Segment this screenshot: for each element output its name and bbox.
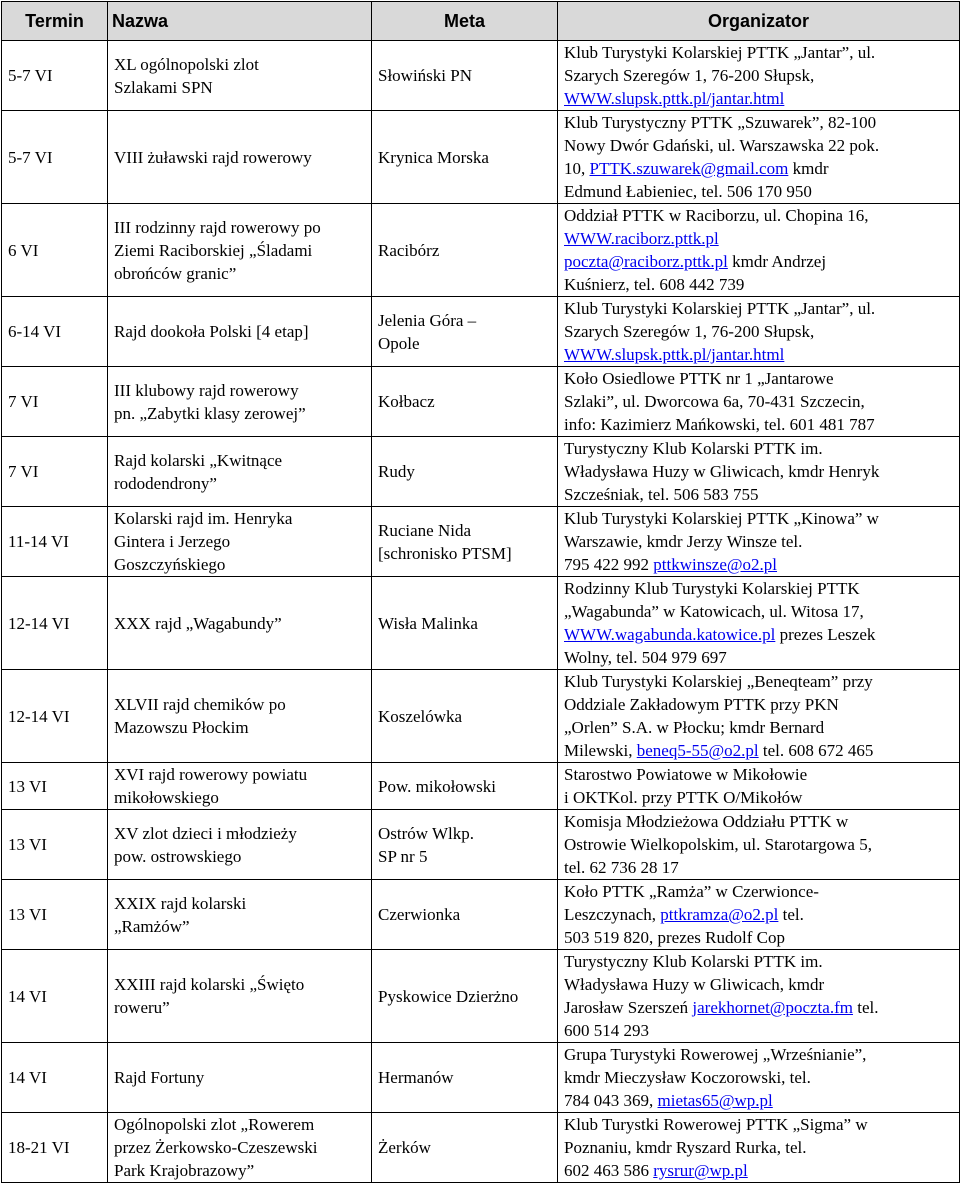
nazwa-line: Rajd kolarski „Kwitnące	[114, 450, 283, 470]
organizator-text: tel.	[852, 998, 879, 1017]
nazwa-cell	[108, 507, 372, 577]
termin-cell: 5-7 VI	[2, 111, 108, 204]
meta-cell	[372, 507, 558, 577]
organizator-line	[564, 1136, 953, 1159]
nazwa-line: Kolarski rajd im. Henryka	[114, 509, 293, 528]
meta-cell	[372, 670, 558, 763]
meta-cell	[372, 810, 558, 880]
organizator-text: „Orlen” S.A. w Płocku; kmdr Bernard	[564, 718, 825, 737]
organizator-line	[564, 1113, 953, 1136]
organizator-line	[564, 343, 953, 366]
organizator-line	[564, 134, 953, 157]
nazwa-line: III klubowy rajd rowerowy	[114, 380, 299, 400]
meta-cell	[372, 1113, 558, 1183]
contact-link[interactable]: pttkwinsze@o2.pl	[653, 555, 778, 574]
nazwa-cell	[108, 763, 372, 810]
organizator-line	[564, 880, 953, 903]
organizator-cell	[558, 437, 960, 507]
contact-link[interactable]: WWW.raciborz.pttk.pl	[564, 229, 719, 248]
organizator-line	[564, 530, 953, 553]
meta-line: Rudy	[378, 462, 415, 481]
nazwa-line: Ziemi Raciborskiej „Śladami	[114, 240, 313, 260]
nazwa-line: XLVII rajd chemików po	[114, 695, 286, 714]
meta-line: Pow. mikołowski	[378, 776, 496, 796]
nazwa-cell	[108, 111, 372, 204]
organizator-cell	[558, 810, 960, 880]
organizator-text: tel.	[778, 905, 804, 924]
organizator-line	[564, 157, 953, 180]
organizator-cell	[558, 950, 960, 1043]
nazwa-line: Rajd Fortuny	[114, 1068, 205, 1087]
events-table	[1, 1, 960, 1183]
organizator-text: Szarych Szeregów 1, 76-200 Słupsk,	[564, 66, 815, 85]
header-row	[2, 2, 960, 41]
nazwa-cell	[108, 950, 372, 1043]
meta-line: [schronisko PTSM]	[378, 543, 512, 563]
meta-cell	[372, 204, 558, 297]
table-row	[2, 1043, 960, 1113]
organizator-text: Władysława Huzy w Gliwicach, kmdr Henryk	[564, 462, 880, 481]
nazwa-cell	[108, 297, 372, 367]
nazwa-line: mikołowskiego	[114, 788, 219, 807]
table-row	[2, 507, 960, 577]
organizator-line	[564, 413, 953, 436]
nazwa-line: Gintera i Jerzego	[114, 532, 231, 551]
termin-cell: 7 VI	[2, 367, 108, 437]
header-meta: Meta	[372, 2, 558, 41]
organizator-line	[564, 996, 953, 1019]
contact-link[interactable]: PTTK.szuwarek@gmail.com	[589, 159, 789, 178]
nazwa-line: III rodzinny rajd rowerowy po	[114, 217, 321, 237]
organizator-text: Nowy Dwór Gdański, ul. Warszawska 22 pok.	[564, 136, 880, 155]
termin-cell: 6 VI	[2, 204, 108, 297]
nazwa-line: pow. ostrowskiego	[114, 846, 242, 866]
table-row	[2, 577, 960, 670]
organizator-text: kmdr	[788, 159, 829, 178]
meta-line: Kołbacz	[378, 392, 435, 411]
organizator-line	[564, 87, 953, 110]
meta-cell	[372, 297, 558, 367]
organizator-line	[564, 600, 953, 623]
nazwa-line: Rajd dookoła Polski [4 etap]	[114, 322, 309, 341]
organizator-cell	[558, 670, 960, 763]
organizator-text: Koło Osiedlowe PTTK nr 1 „Jantarowe	[564, 369, 834, 388]
organizator-line	[564, 646, 953, 669]
table-row	[2, 111, 960, 204]
contact-link[interactable]: WWW.slupsk.pttk.pl/jantar.html	[564, 89, 785, 108]
organizator-line	[564, 483, 953, 506]
contact-link[interactable]: jarekhornet@poczta.fm	[692, 998, 853, 1017]
nazwa-line: obrońców granic”	[114, 263, 237, 283]
organizator-text: 795 422 992	[564, 555, 654, 574]
organizator-cell	[558, 577, 960, 670]
meta-line: Hermanów	[378, 1068, 454, 1087]
organizator-cell	[558, 763, 960, 810]
organizator-line	[564, 1089, 953, 1112]
organizator-line	[564, 64, 953, 87]
nazwa-line: Mazowszu Płockim	[114, 718, 249, 737]
termin-cell: 5-7 VI	[2, 41, 108, 111]
organizator-text: 10,	[564, 159, 590, 178]
organizator-cell	[558, 111, 960, 204]
organizator-text: Milewski,	[564, 741, 637, 760]
organizator-line	[564, 1159, 953, 1182]
organizator-text: tel. 608 672 465	[758, 741, 874, 760]
header-organizator: Organizator	[558, 2, 960, 41]
organizator-line	[564, 693, 953, 716]
organizator-line	[564, 390, 953, 413]
organizator-text: tel. 62 736 28 17	[564, 858, 679, 877]
organizator-cell	[558, 297, 960, 367]
nazwa-line: roweru”	[114, 998, 170, 1017]
meta-line: Pyskowice Dzierżno	[378, 986, 519, 1006]
nazwa-cell	[108, 577, 372, 670]
organizator-text: Koło PTTK „Ramża” w Czerwionce-	[564, 882, 819, 901]
organizator-text: Warszawie, kmdr Jerzy Winsze tel.	[564, 532, 803, 551]
organizator-text: Szarych Szeregów 1, 76-200 Słupsk,	[564, 322, 815, 341]
termin-cell: 12-14 VI	[2, 670, 108, 763]
organizator-line	[564, 320, 953, 343]
table-row	[2, 763, 960, 810]
organizator-line	[564, 670, 953, 693]
meta-line: Ostrów Wlkp.	[378, 823, 475, 843]
contact-link[interactable]: rysrur@wp.pl	[653, 1161, 748, 1180]
meta-cell	[372, 111, 558, 204]
contact-link[interactable]: WWW.slupsk.pttk.pl/jantar.html	[564, 345, 785, 364]
nazwa-cell	[108, 41, 372, 111]
organizator-text: info: Kazimierz Mańkowski, tel. 601 481 787	[564, 415, 875, 434]
organizator-line	[564, 973, 953, 996]
organizator-line	[564, 437, 953, 460]
organizator-text: Klub Turystki Rowerowej PTTK „Sigma” w	[564, 1115, 868, 1134]
meta-cell	[372, 367, 558, 437]
meta-line: Jelenia Góra –	[378, 310, 477, 330]
organizator-text: Ostrowie Wielkopolskim, ul. Starotargowa 5,	[564, 835, 872, 854]
organizator-line	[564, 1043, 953, 1066]
nazwa-line: rododendrony”	[114, 473, 217, 493]
termin-cell: 13 VI	[2, 763, 108, 810]
termin-cell: 13 VI	[2, 880, 108, 950]
organizator-text: Oddział PTTK w Raciborzu, ul. Chopina 16,	[564, 206, 869, 225]
organizator-text: 784 043 369,	[564, 1091, 658, 1110]
organizator-text: Turystyczny Klub Kolarski PTTK im.	[564, 439, 823, 458]
table-row	[2, 880, 960, 950]
table-row	[2, 367, 960, 437]
organizator-text: „Wagabunda” w Katowicach, ul. Witosa 17,	[564, 602, 864, 621]
organizator-text: 503 519 820, prezes Rudolf Cop	[564, 928, 785, 947]
contact-link[interactable]: mietas65@wp.pl	[657, 1091, 773, 1110]
meta-line: Słowiński PN	[378, 66, 472, 85]
organizator-line	[564, 763, 953, 786]
organizator-cell	[558, 1043, 960, 1113]
termin-cell: 11-14 VI	[2, 507, 108, 577]
meta-line: Czerwionka	[378, 905, 461, 924]
organizator-text: kmdr Mieczysław Koczorowski, tel.	[564, 1068, 811, 1087]
meta-line: Wisła Malinka	[378, 613, 478, 633]
organizator-line	[564, 507, 953, 530]
nazwa-cell	[108, 437, 372, 507]
organizator-text: Starostwo Powiatowe w Mikołowie	[564, 765, 808, 784]
nazwa-line: pn. „Zabytki klasy zerowej”	[114, 403, 306, 423]
organizator-line	[564, 1066, 953, 1089]
termin-cell: 14 VI	[2, 1043, 108, 1113]
organizator-text: Leszczynach,	[564, 905, 661, 924]
nazwa-line: przez Żerkowsko-Czeszewski	[114, 1138, 318, 1157]
header-termin: Termin	[2, 2, 108, 41]
termin-cell: 14 VI	[2, 950, 108, 1043]
organizator-cell	[558, 41, 960, 111]
meta-line: Krynica Morska	[378, 147, 489, 167]
organizator-text: i OKTKol. przy PTTK O/Mikołów	[564, 788, 803, 807]
organizator-text: Szlaki”, ul. Dworcowa 6a, 70-431 Szczecin,	[564, 392, 865, 411]
organizator-line	[564, 716, 953, 739]
nazwa-line: Szlakami SPN	[114, 77, 213, 97]
organizator-line	[564, 577, 953, 600]
organizator-text: Klub Turystyki Kolarskiej PTTK „Kinowa” w	[564, 509, 879, 528]
organizator-text: Jarosław Szerszeń	[564, 998, 693, 1017]
meta-line: Opole	[378, 333, 420, 353]
organizator-line	[564, 460, 953, 483]
table-row	[2, 437, 960, 507]
organizator-line	[564, 111, 953, 134]
organizator-line	[564, 41, 953, 64]
organizator-cell	[558, 507, 960, 577]
organizator-text: Kuśnierz, tel. 608 442 739	[564, 275, 745, 294]
organizator-cell	[558, 204, 960, 297]
organizator-line	[564, 739, 953, 762]
meta-cell	[372, 880, 558, 950]
nazwa-line: XL ogólnopolski zlot	[114, 54, 259, 74]
nazwa-cell	[108, 810, 372, 880]
organizator-line	[564, 180, 953, 203]
table-row	[2, 1113, 960, 1183]
organizator-cell	[558, 1113, 960, 1183]
termin-cell: 13 VI	[2, 810, 108, 880]
table-row	[2, 670, 960, 763]
meta-cell	[372, 577, 558, 670]
organizator-text: Klub Turystyki Kolarskiej PTTK „Jantar”, ul.	[564, 43, 876, 62]
organizator-text: Poznaniu, kmdr Ryszard Rurka, tel.	[564, 1138, 807, 1157]
nazwa-line: „Ramżów”	[114, 916, 190, 936]
termin-cell: 12-14 VI	[2, 577, 108, 670]
organizator-line	[564, 204, 953, 227]
organizator-text: Klub Turystyki Kolarskiej „Beneqteam” przy	[564, 672, 873, 691]
organizator-line	[564, 1019, 953, 1042]
organizator-text: Grupa Turystyki Rowerowej „Wrześnianie”,	[564, 1045, 867, 1064]
organizator-text: Wolny, tel. 504 979 697	[564, 648, 727, 667]
organizator-text: Edmund Łabieniec, tel. 506 170 950	[564, 182, 812, 201]
table-row	[2, 41, 960, 111]
meta-cell	[372, 1043, 558, 1113]
termin-cell: 6-14 VI	[2, 297, 108, 367]
nazwa-cell	[108, 1113, 372, 1183]
meta-cell	[372, 763, 558, 810]
nazwa-cell	[108, 367, 372, 437]
nazwa-line: XXIX rajd kolarski	[114, 893, 247, 913]
nazwa-line: XXX rajd „Wagabundy”	[114, 613, 282, 633]
table-row	[2, 297, 960, 367]
organizator-text: Rodzinny Klub Turystyki Kolarskiej PTTK	[564, 579, 860, 598]
organizator-text: Turystyczny Klub Kolarski PTTK im.	[564, 952, 823, 971]
organizator-text: kmdr Andrzej	[727, 252, 827, 271]
table-row	[2, 204, 960, 297]
contact-link[interactable]: pttkramza@o2.pl	[660, 905, 779, 924]
organizator-text: prezes Leszek	[775, 625, 876, 644]
meta-line: Koszelówka	[378, 706, 463, 726]
organizator-line	[564, 227, 953, 250]
organizator-line	[564, 623, 953, 646]
header-nazwa: Nazwa	[108, 2, 372, 41]
organizator-line	[564, 367, 953, 390]
meta-line: SP nr 5	[378, 846, 428, 866]
organizator-line	[564, 903, 953, 926]
events-body	[2, 41, 960, 1183]
organizator-text: Szcześniak, tel. 506 583 755	[564, 485, 759, 504]
organizator-line	[564, 926, 953, 949]
organizator-text: Oddziale Zakładowym PTTK przy PKN	[564, 695, 839, 714]
organizator-cell	[558, 880, 960, 950]
contact-link[interactable]: WWW.wagabunda.katowice.pl	[564, 625, 776, 644]
nazwa-line: XVI rajd rowerowy powiatu	[114, 765, 308, 784]
termin-cell: 18-21 VI	[2, 1113, 108, 1183]
contact-link[interactable]: poczta@raciborz.pttk.pl	[564, 252, 728, 271]
termin-cell: 7 VI	[2, 437, 108, 507]
organizator-text: 600 514 293	[564, 1021, 649, 1040]
nazwa-line: Goszczyńskiego	[114, 555, 226, 574]
organizator-cell	[558, 367, 960, 437]
organizator-line	[564, 273, 953, 296]
organizator-text: 602 463 586	[564, 1161, 654, 1180]
nazwa-line: XV zlot dzieci i młodzieży	[114, 823, 297, 843]
organizator-line	[564, 950, 953, 973]
meta-cell	[372, 437, 558, 507]
nazwa-line: VIII żuławski rajd rowerowy	[114, 147, 312, 167]
organizator-line	[564, 786, 953, 809]
meta-line: Żerków	[378, 1138, 431, 1157]
meta-line: Racibórz	[378, 240, 440, 260]
organizator-text: Władysława Huzy w Gliwicach, kmdr	[564, 975, 825, 994]
organizator-text: Klub Turystyki Kolarskiej PTTK „Jantar”, ul.	[564, 299, 876, 318]
contact-link[interactable]: beneq5-55@o2.pl	[636, 741, 759, 760]
nazwa-line: Park Krajobrazowy”	[114, 1161, 255, 1180]
meta-line: Ruciane Nida	[378, 520, 471, 540]
meta-cell	[372, 950, 558, 1043]
nazwa-cell	[108, 204, 372, 297]
organizator-text: Klub Turystyczny PTTK „Szuwarek”, 82-100	[564, 113, 877, 132]
organizator-line	[564, 297, 953, 320]
table-row	[2, 810, 960, 880]
nazwa-cell	[108, 880, 372, 950]
organizator-line	[564, 810, 953, 833]
meta-cell	[372, 41, 558, 111]
nazwa-line: Ogólnopolski zlot „Rowerem	[114, 1115, 315, 1134]
organizator-line	[564, 833, 953, 856]
organizator-line	[564, 553, 953, 576]
organizator-line	[564, 856, 953, 879]
nazwa-cell	[108, 670, 372, 763]
nazwa-line: XXIII rajd kolarski „Święto	[114, 975, 305, 994]
table-row	[2, 950, 960, 1043]
organizator-line	[564, 250, 953, 273]
organizator-text: Komisja Młodzieżowa Oddziału PTTK w	[564, 812, 849, 831]
nazwa-cell	[108, 1043, 372, 1113]
